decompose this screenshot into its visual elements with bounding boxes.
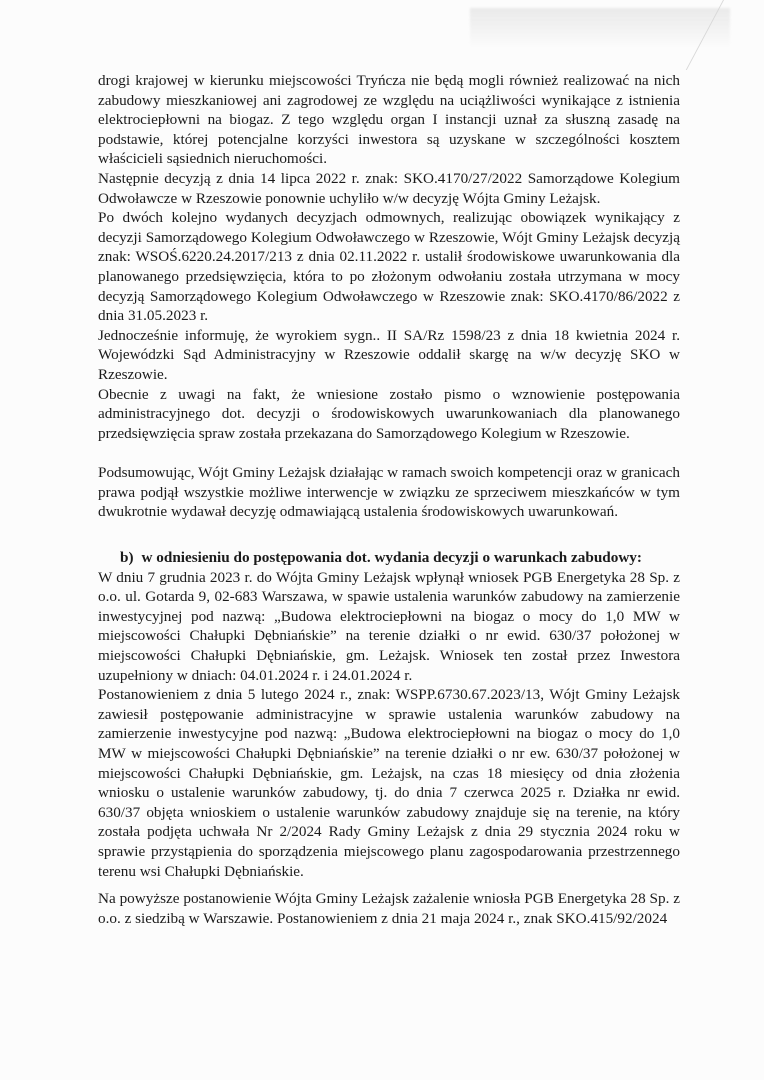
show-through-text	[470, 8, 730, 48]
paragraph-court-ruling: Jednocześnie informuję, że wyrokiem sygn.. II SA/Rz 1598/23 z dnia 18 kwietnia 2024 r. Wojewódzki Sąd Administracyjny w Rzeszowie oddalił skargę na w/w decyzję SKO w Rzeszowie.	[98, 326, 680, 383]
spacer	[98, 522, 680, 548]
paragraph-suspension: Postanowieniem z dnia 5 lutego 2024 r., znak: WSPP.6730.67.2023/13, Wójt Gminy Leżajsk zawiesił postępowanie administracyjne w sprawie ustalenia warunków zabudowy na zamierzenie inwestycyjne pod nazwą: „Budowa elektrociepłowni na biogaz o mocy do 1,0 MW w miejscowości Chałupki Dębniańskie” na terenie działki o nr ew. 630/37 położonej w miejscowości Chałupki Dębniańskie, gm. Leżajsk, na czas 18 miesięcy od dnia złożenia wniosku o ustalenie warunków zabudowy, tj. do dnia 7 czerwca 2025 r. Działka nr ewid. 630/37 objęta wnioskiem o ustalenie warunków zabudowy znajduje się na terenie, na który została podjęta uchwała Nr 2/2024 Rady Gminy Leżajsk z dnia 29 stycznia 2024 roku w sprawie przystąpienia do sporządzenia miejscowego planu zagospodarowania przestrzennego terenu wsi Chałupki Dębniańskie.	[98, 686, 680, 880]
paragraph-sko-decision-2022: Następnie decyzją z dnia 14 lipca 2022 r. znak: SKO.4170/27/2022 Samorządowe Kolegium Odwoławcze w Rzeszowie ponownie uchyliło w/w decyzję Wójta Gminy Leżajsk.	[98, 169, 680, 207]
paragraph-facility-impact: drogi krajowej w kierunku miejscowości Tryńcza nie będą mogli również realizować na nich zabudowy mieszkaniowej ani zagrodowej ze względu na uciążliwości wynikające z istnienia elektrociepłowni na biogaz. Z tego względu organ I instancji uznał za słuszną zasadę na podstawie, której potencjalne korzyści inwestora są uzyskane w szczególności kosztem właścicieli sąsiednich nieruchomości.	[98, 72, 680, 168]
paragraph-reopening: Obecnie z uwagi na fakt, że wniesione zostało pismo o wznowienie postępowania administracyjnego dot. decyzji o środowiskowych uwarunkowaniach dla planowanego przedsięwzięcia spraw została przekazana do Samorządowego Kolegium w Rzeszowie.	[98, 385, 680, 442]
section-b-title: w odniesieniu do postępowania dot. wydania decyzji o warunkach zabudowy:	[141, 549, 642, 567]
paragraph-application: W dniu 7 grudnia 2023 r. do Wójta Gminy Leżajsk wpłynął wniosek PGB Energetyka 28 Sp. z o.o. ul. Gotarda 9, 02-683 Warszawa, w spawie ustalenia warunków zabudowy na zamierzenie inwestycyjnej pod nazwą: „Budowa elektrociepłowni na biogaz o mocy do 1,0 MW w miejscowości Chałupki Dębniańskie” na terenie działki o nr ewid. 630/37 położonej w miejscowości Chałupki Dębniańskie, gm. Leżajsk. Wniosek ten został przez Inwestora uzupełniony w dniach: 04.01.2024 r. i 24.01.2024 r.	[98, 568, 680, 684]
paragraph-summary: Podsumowując, Wójt Gminy Leżajsk działając w ramach swoich kompetencji oraz w granicach prawa podjął wszystkie możliwe interwencje w związku ze sprzeciwem mieszkańców w tym dwukrotnie wydawał decyzję odmawiającą ustalenia środowiskowych uwarunkowań.	[98, 464, 680, 521]
section-b-label: b)	[120, 549, 134, 567]
paragraph-environmental-decision: Po dwóch kolejno wydanych decyzjach odmownych, realizując obowiązek wynikający z decyzji Samorządowego Kolegium Odwoławczego w Rzeszowie, Wójt Gminy Leżajsk decyzją znak: WSOŚ.6220.24.2017/213 z dnia 02.11.2022 r. ustalił środowiskowe uwarunkowania dla planowanego przedsięwzięcia, która to po złożonym odwołaniu została utrzymana w mocy decyzją Samorządowego Kolegium Odwoławczego w Rzeszowie znak: SKO.4170/86/2022 z dnia 31.05.2023 r.	[98, 209, 680, 325]
paragraph-complaint: Na powyższe postanowienie Wójta Gminy Leżajsk zażalenie wniosła PGB Energetyka 28 Sp. z o.o. z siedzibą w Warszawie. Postanowieniem z dnia 21 maja 2024 r., znak SKO.415/92/2024	[98, 890, 680, 927]
section-b-heading	[98, 548, 680, 568]
document-body	[98, 71, 680, 928]
spacer	[98, 443, 680, 463]
